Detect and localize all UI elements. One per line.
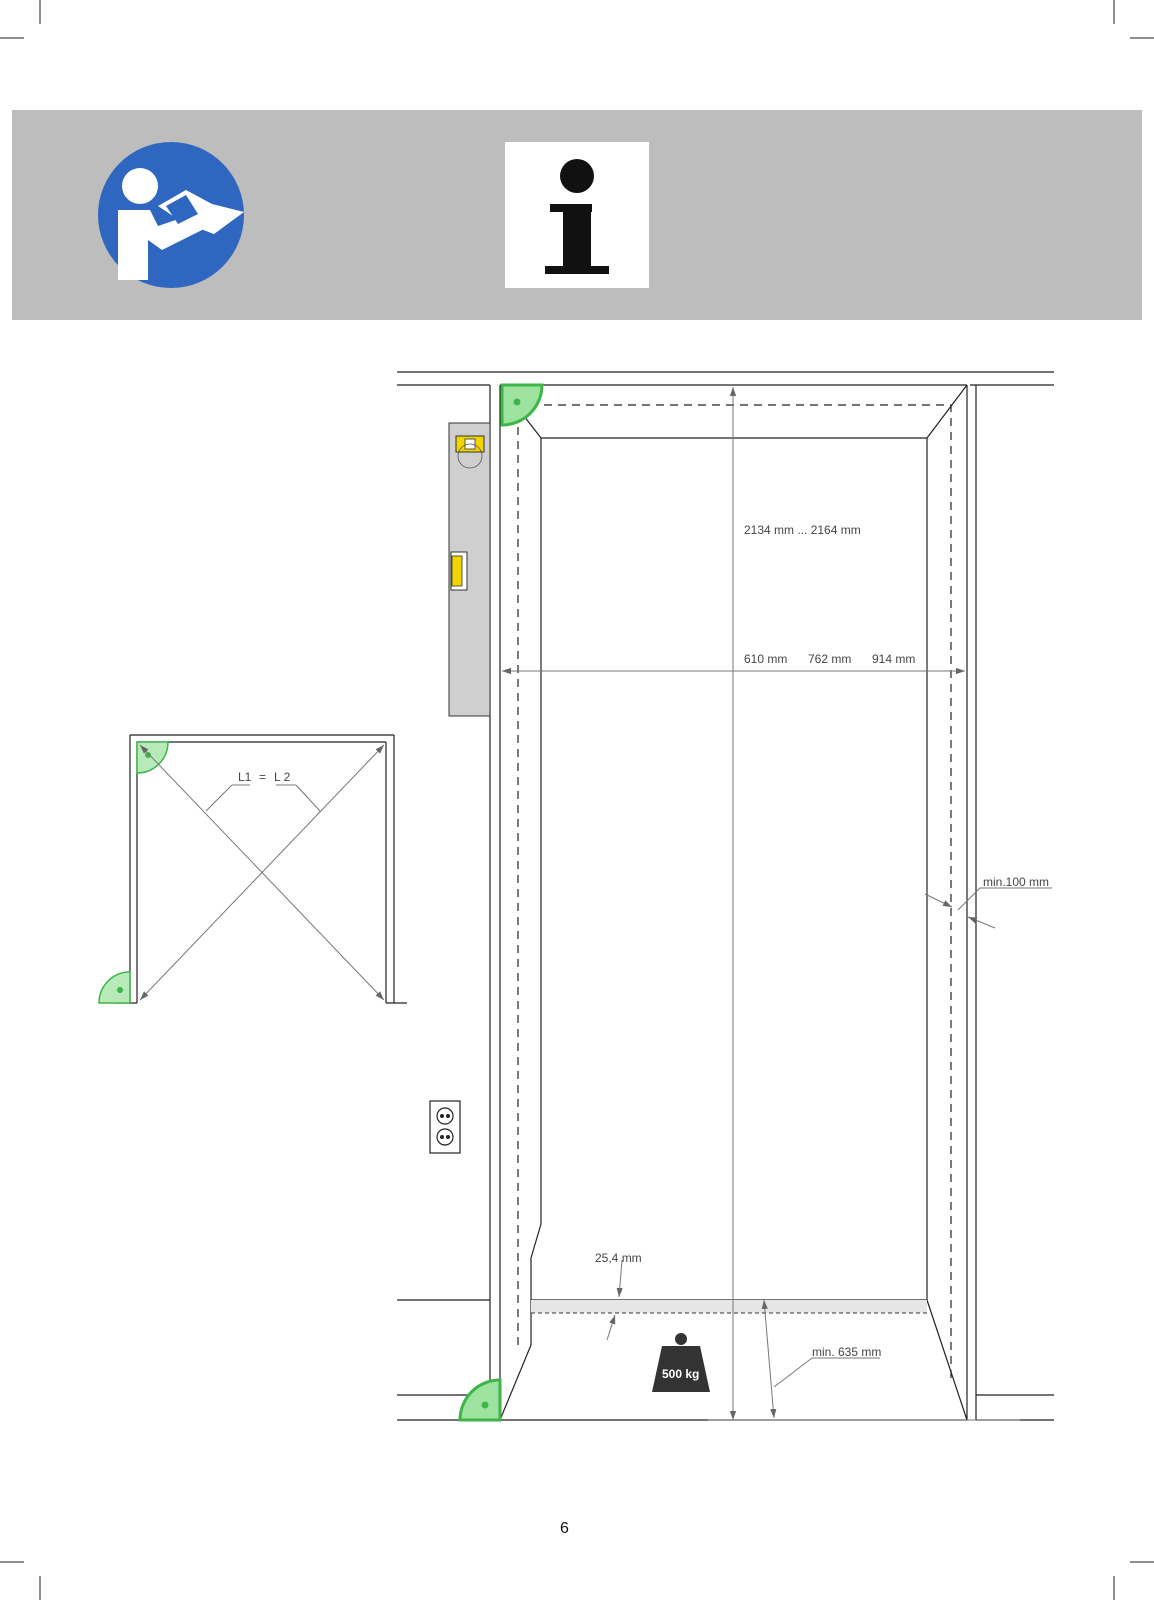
height-range-label: 2134 mm ... 2164 mm xyxy=(744,523,861,537)
width-option-914: 914 mm xyxy=(872,652,916,666)
diagonal-l2-label: L 2 xyxy=(274,770,291,784)
floor-gap-arrow-top xyxy=(619,1260,622,1297)
spirit-level-icon xyxy=(449,423,490,716)
right-angle-marker-top xyxy=(502,385,542,425)
read-manual-icon xyxy=(98,142,244,288)
doorway-diagram xyxy=(397,372,1054,1420)
diagonal-equals-label: = xyxy=(259,770,267,784)
power-socket-icon xyxy=(430,1101,460,1153)
diagonal-l1-label: L1 xyxy=(238,770,252,784)
right-angle-marker-bottom xyxy=(460,1380,500,1420)
page-number: 6 xyxy=(560,1520,569,1537)
information-icon xyxy=(505,142,649,288)
dimension-lines xyxy=(502,387,1052,1420)
depth-dimension-line xyxy=(764,1300,774,1418)
clearance-arrow-left xyxy=(925,894,952,907)
width-option-762: 762 mm xyxy=(808,652,852,666)
threshold-strip xyxy=(531,1300,927,1313)
width-option-610: 610 mm xyxy=(744,652,788,666)
weight-icon xyxy=(652,1333,710,1392)
depth-label: min. 635 mm xyxy=(812,1345,882,1359)
floor-gap-arrow-bottom xyxy=(607,1315,615,1340)
small-right-angle-bottom xyxy=(99,972,130,1003)
side-clearance-label: min.100 mm xyxy=(983,875,1050,889)
load-label: 500 kg xyxy=(662,1367,700,1381)
floor-gap-label: 25,4 mm xyxy=(595,1251,642,1265)
frame-dashed-outline xyxy=(518,405,951,1378)
clearance-arrow-right xyxy=(968,917,995,928)
